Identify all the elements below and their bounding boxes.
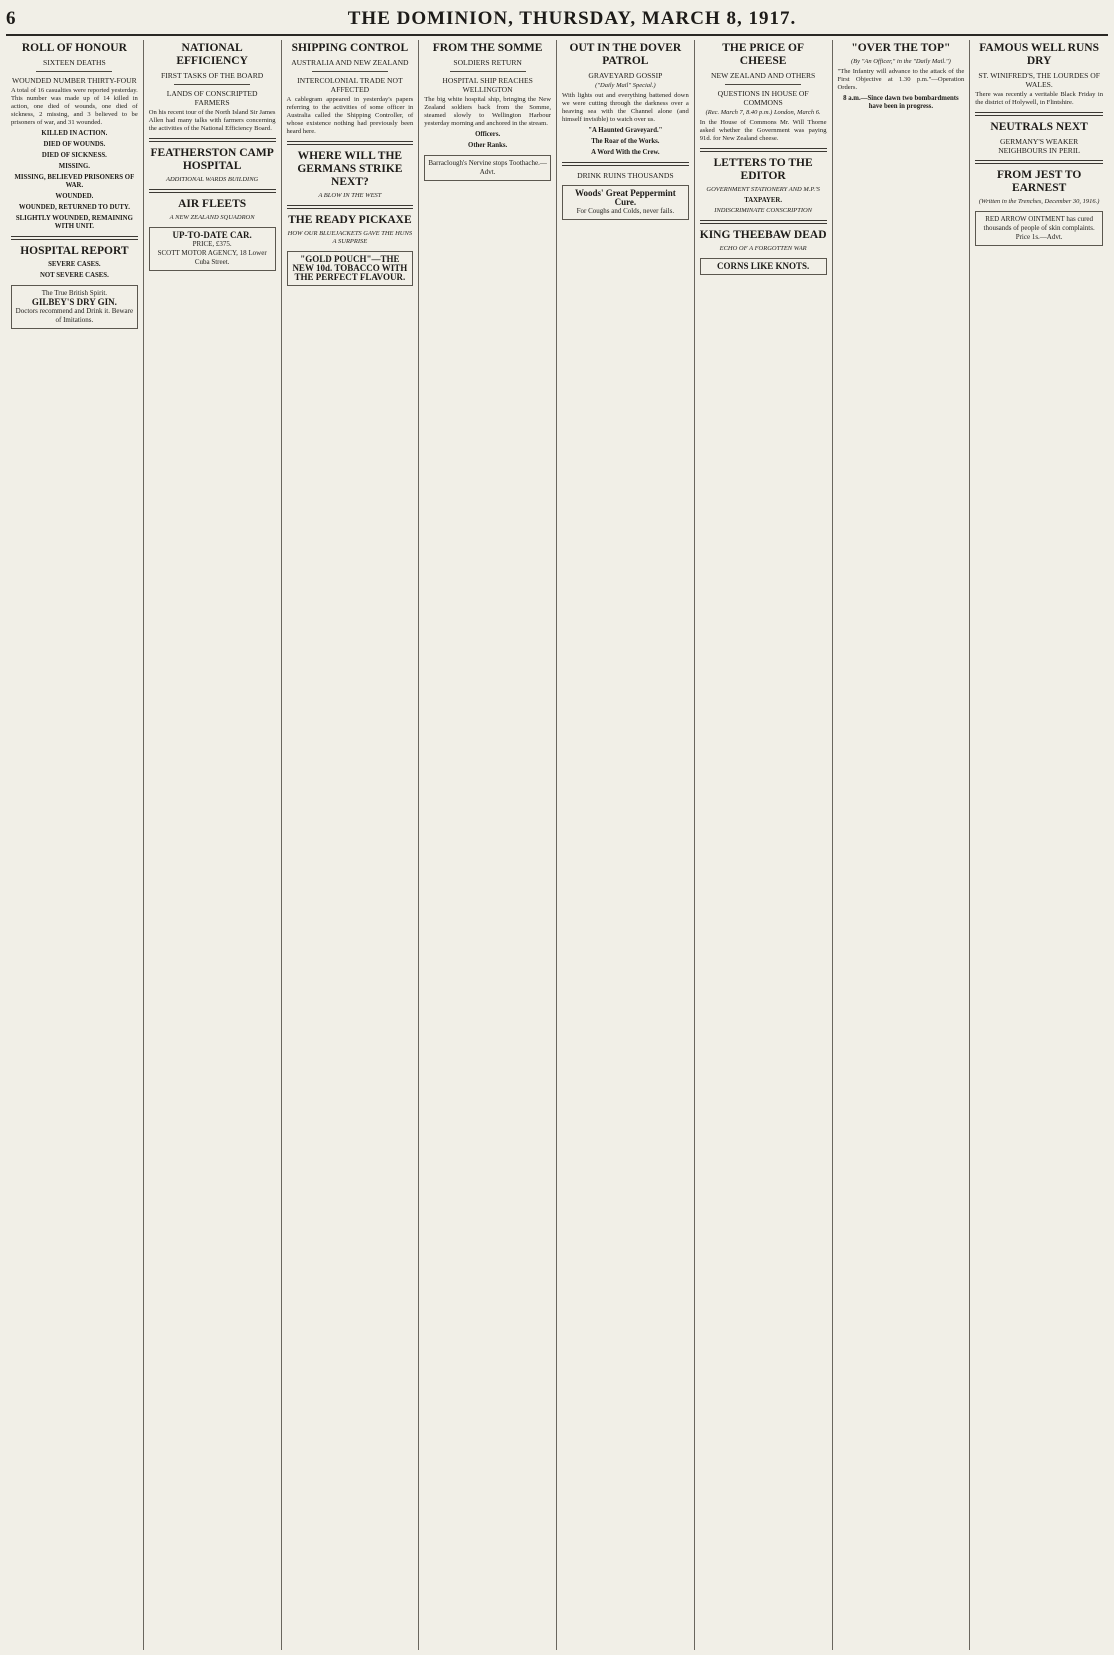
article-subhead: INTERCOLONIAL TRADE NOT AFFECTED	[297, 76, 403, 94]
column-price-of-cheese	[695, 40, 833, 1650]
divider	[725, 84, 801, 85]
article-lead: With lights out and everything battened down we were cutting through the darkness over a heaving sea with the Channel alone (and himself invisible) to watch over us.	[562, 92, 689, 123]
article-heading: AIR FLEETS	[178, 198, 247, 210]
advertisement	[975, 211, 1103, 246]
column-roll-of-honour	[6, 40, 144, 1650]
article-lead: A total of 16 casualties were reported yesterday. This number was made up of 14 killed in action, one died of wounds, one died of sickness, 2 missing, and 3 believed to be prisoners of war, and 31 wounded.	[11, 87, 138, 126]
article-subhead: INDISCRIMINATE CONSCRIPTION	[714, 207, 813, 214]
advertisement	[562, 185, 689, 220]
section-heading: MISSING, BELIEVED PRISONERS OF WAR.	[14, 174, 135, 189]
byline: (By "An Officer," in the "Daily Mail.")	[851, 58, 951, 65]
divider	[700, 148, 827, 152]
article-heading: THE PRICE OF CHEESE	[722, 42, 805, 67]
article-subhead: ECHO OF A FORGOTTEN WAR	[719, 245, 807, 252]
ad-line: For Coughs and Colds, never fails.	[576, 207, 675, 215]
ad-title: GILBEY'S DRY GIN.	[31, 297, 117, 307]
article-subhead: GRAVEYARD GOSSIP	[588, 71, 663, 80]
column-national-efficiency	[144, 40, 282, 1650]
section-heading: Officers.	[475, 131, 501, 138]
article-lead: "The Infantry will advance to the attack of the First Objective at 1.30 p.m."—Operation Orders.	[837, 68, 965, 91]
divider	[149, 138, 276, 142]
article-subhead: (Written in the Trenches, December 30, 1916.)	[978, 198, 1100, 205]
advertisement	[11, 285, 138, 329]
article-heading: FAMOUS WELL RUNS DRY	[979, 42, 1099, 67]
section-heading: WOUNDED, RETURNED TO DUTY.	[18, 204, 130, 211]
byline: (Rec. March 7, 8.40 p.m.) London, March 6.	[705, 109, 821, 116]
article-subhead: HOW OUR BLUEJACKETS GAVE THE HUNS A SURPRISE	[287, 230, 413, 245]
section-heading: The Roar of the Works.	[591, 138, 660, 145]
divider	[700, 220, 827, 224]
article-lead: A cablegram appeared in yesterday's papers referring to the activities of some officer in Australia called the Shipping Controller, of whose existence nothing had previously been heard here.	[286, 96, 414, 135]
article-heading: FEATHERSTON CAMP HOSPITAL	[150, 147, 274, 172]
article-subhead: FIRST TASKS OF THE BOARD	[160, 71, 264, 80]
byline: ("Daily Mail" Special.)	[595, 82, 656, 89]
section-heading: WOUNDED.	[55, 193, 94, 200]
section-heading: DIED OF WOUNDS.	[43, 141, 106, 148]
article-subhead: AUSTRALIA AND NEW ZEALAND	[291, 58, 409, 67]
article-lead: In the House of Commons Mr. Will Thorne asked whether the Government was paying 91d. for New Zealand cheese.	[699, 119, 827, 142]
ad-line: Price 1s.—Advt.	[1015, 233, 1063, 241]
advertisement	[149, 227, 276, 271]
divider	[562, 162, 689, 166]
article-subhead: WOUNDED NUMBER THIRTY-FOUR	[12, 76, 137, 85]
divider	[174, 84, 250, 85]
column-from-the-somme	[419, 40, 557, 1650]
ad-title: Woods' Great Peppermint Cure.	[574, 188, 676, 207]
article-subhead: SIXTEEN DEATHS	[43, 58, 106, 67]
section-heading: DIED OF SICKNESS.	[41, 152, 107, 159]
article-heading: NATIONAL EFFICIENCY	[176, 42, 248, 67]
article-subhead: A NEW ZEALAND SQUADRON	[169, 214, 255, 221]
section-heading: Other Ranks.	[468, 142, 508, 149]
column-famous-well	[970, 40, 1108, 1650]
article-heading: THE READY PICKAXE	[288, 214, 412, 226]
divider	[975, 112, 1103, 116]
divider	[11, 236, 138, 240]
ad-line: Barraclough's Nervine stops Toothache.—Advt.	[428, 159, 547, 176]
section-heading: KILLED IN ACTION.	[41, 130, 108, 137]
article-subhead: NEW ZEALAND AND OTHERS	[710, 71, 816, 80]
divider	[287, 205, 414, 209]
article-heading: HOSPITAL REPORT	[20, 245, 129, 257]
section-heading: SLIGHTLY WOUNDED, REMAINING WITH UNIT.	[15, 215, 133, 230]
divider	[149, 189, 276, 193]
section-heading: NOT SEVERE CASES.	[39, 272, 109, 279]
article-heading: FROM JEST TO EARNEST	[996, 169, 1082, 194]
column-dover-patrol	[557, 40, 695, 1650]
advertisement	[700, 258, 827, 275]
ad-title: UP-TO-DATE CAR.	[172, 230, 252, 240]
article-subhead: LANDS OF CONSCRIPTED FARMERS	[166, 89, 258, 107]
article-heading: KING THEEBAW DEAD	[699, 229, 827, 241]
ad-title: "GOLD POUCH"—THE NEW 10d. TOBACCO WITH THE PERFECT FLAVOUR.	[292, 254, 408, 282]
section-heading: SEVERE CASES.	[48, 261, 101, 268]
masthead-title: THE DOMINION, THURSDAY, MARCH 8, 1917.	[347, 8, 797, 29]
ad-line: SCOTT MOTOR AGENCY, 18 Lower Cuba Street.	[157, 249, 267, 266]
masthead	[6, 4, 1108, 36]
divider	[287, 141, 414, 145]
column-shipping-control	[282, 40, 420, 1650]
divider	[450, 71, 526, 72]
article-heading: SHIPPING CONTROL	[291, 42, 409, 54]
ad-line: Doctors recommend and Drink it. Beware of Imitations.	[15, 307, 134, 324]
divider	[312, 71, 388, 72]
section-heading: MISSING.	[58, 163, 90, 170]
columns	[6, 40, 1108, 1650]
article-heading: DRINK RUINS THOUSANDS	[577, 171, 674, 180]
article-heading: WHERE WILL THE GERMANS STRIKE NEXT?	[297, 150, 403, 188]
advertisement	[424, 155, 551, 181]
article-subhead: ADDITIONAL WARDS BUILDING	[166, 176, 259, 183]
article-lead: On his recent tour of the North Island Sir James Allen had many talks with farmers concerning the activities of the National Efficiency Board.	[148, 109, 276, 132]
article-heading: "OVER THE TOP"	[851, 42, 951, 54]
ad-line: The True British Spirit.	[41, 289, 108, 297]
article-lead: There was recently a veritable Black Friday in the district of Holywell, in Flintshire.	[975, 91, 1103, 106]
section-heading: "A Haunted Graveyard."	[588, 127, 663, 134]
section-heading: 8 a.m.—Since dawn two bombardments have been in progress.	[843, 95, 959, 110]
article-heading: NEUTRALS NEXT	[990, 121, 1088, 133]
article-subhead: A BLOW IN THE WEST	[318, 192, 382, 199]
divider	[36, 71, 112, 72]
ad-title: CORNS LIKE KNOTS.	[716, 261, 810, 271]
article-heading: FROM THE SOMME	[432, 42, 543, 54]
article-lead: The big white hospital ship, bringing the New Zealand soldiers back from the Somme, steamed slowly to Wellington Harbour yesterday morning and anchored in the stream.	[424, 96, 551, 127]
divider	[975, 160, 1103, 164]
ad-line: RED ARROW OINTMENT has cured thousands of people of skin complaints.	[983, 215, 1095, 232]
article-subhead: SOLDIERS RETURN	[453, 58, 522, 67]
section-heading: A Word With the Crew.	[591, 149, 660, 156]
page-number: 6	[6, 8, 17, 29]
article-subhead: QUESTIONS IN HOUSE OF COMMONS	[717, 89, 809, 107]
section-heading: TAXPAYER.	[744, 197, 783, 204]
article-heading: OUT IN THE DOVER PATROL	[569, 42, 682, 67]
article-subhead: HOSPITAL SHIP REACHES WELLINGTON	[442, 76, 533, 94]
column-over-the-top	[833, 40, 971, 1650]
ad-line: PRICE, £375.	[192, 240, 232, 248]
advertisement	[287, 251, 414, 286]
article-heading: LETTERS TO THE EDITOR	[713, 157, 813, 182]
article-subhead: GOVERNMENT STATIONERY AND M.P.'S	[706, 186, 820, 193]
article-subhead: GERMANY'S WEAKER NEIGHBOURS IN PERIL	[998, 137, 1081, 155]
article-heading: ROLL OF HONOUR	[21, 42, 127, 54]
article-subhead: ST. WINIFRED'S, THE LOURDES OF WALES.	[978, 71, 1100, 89]
